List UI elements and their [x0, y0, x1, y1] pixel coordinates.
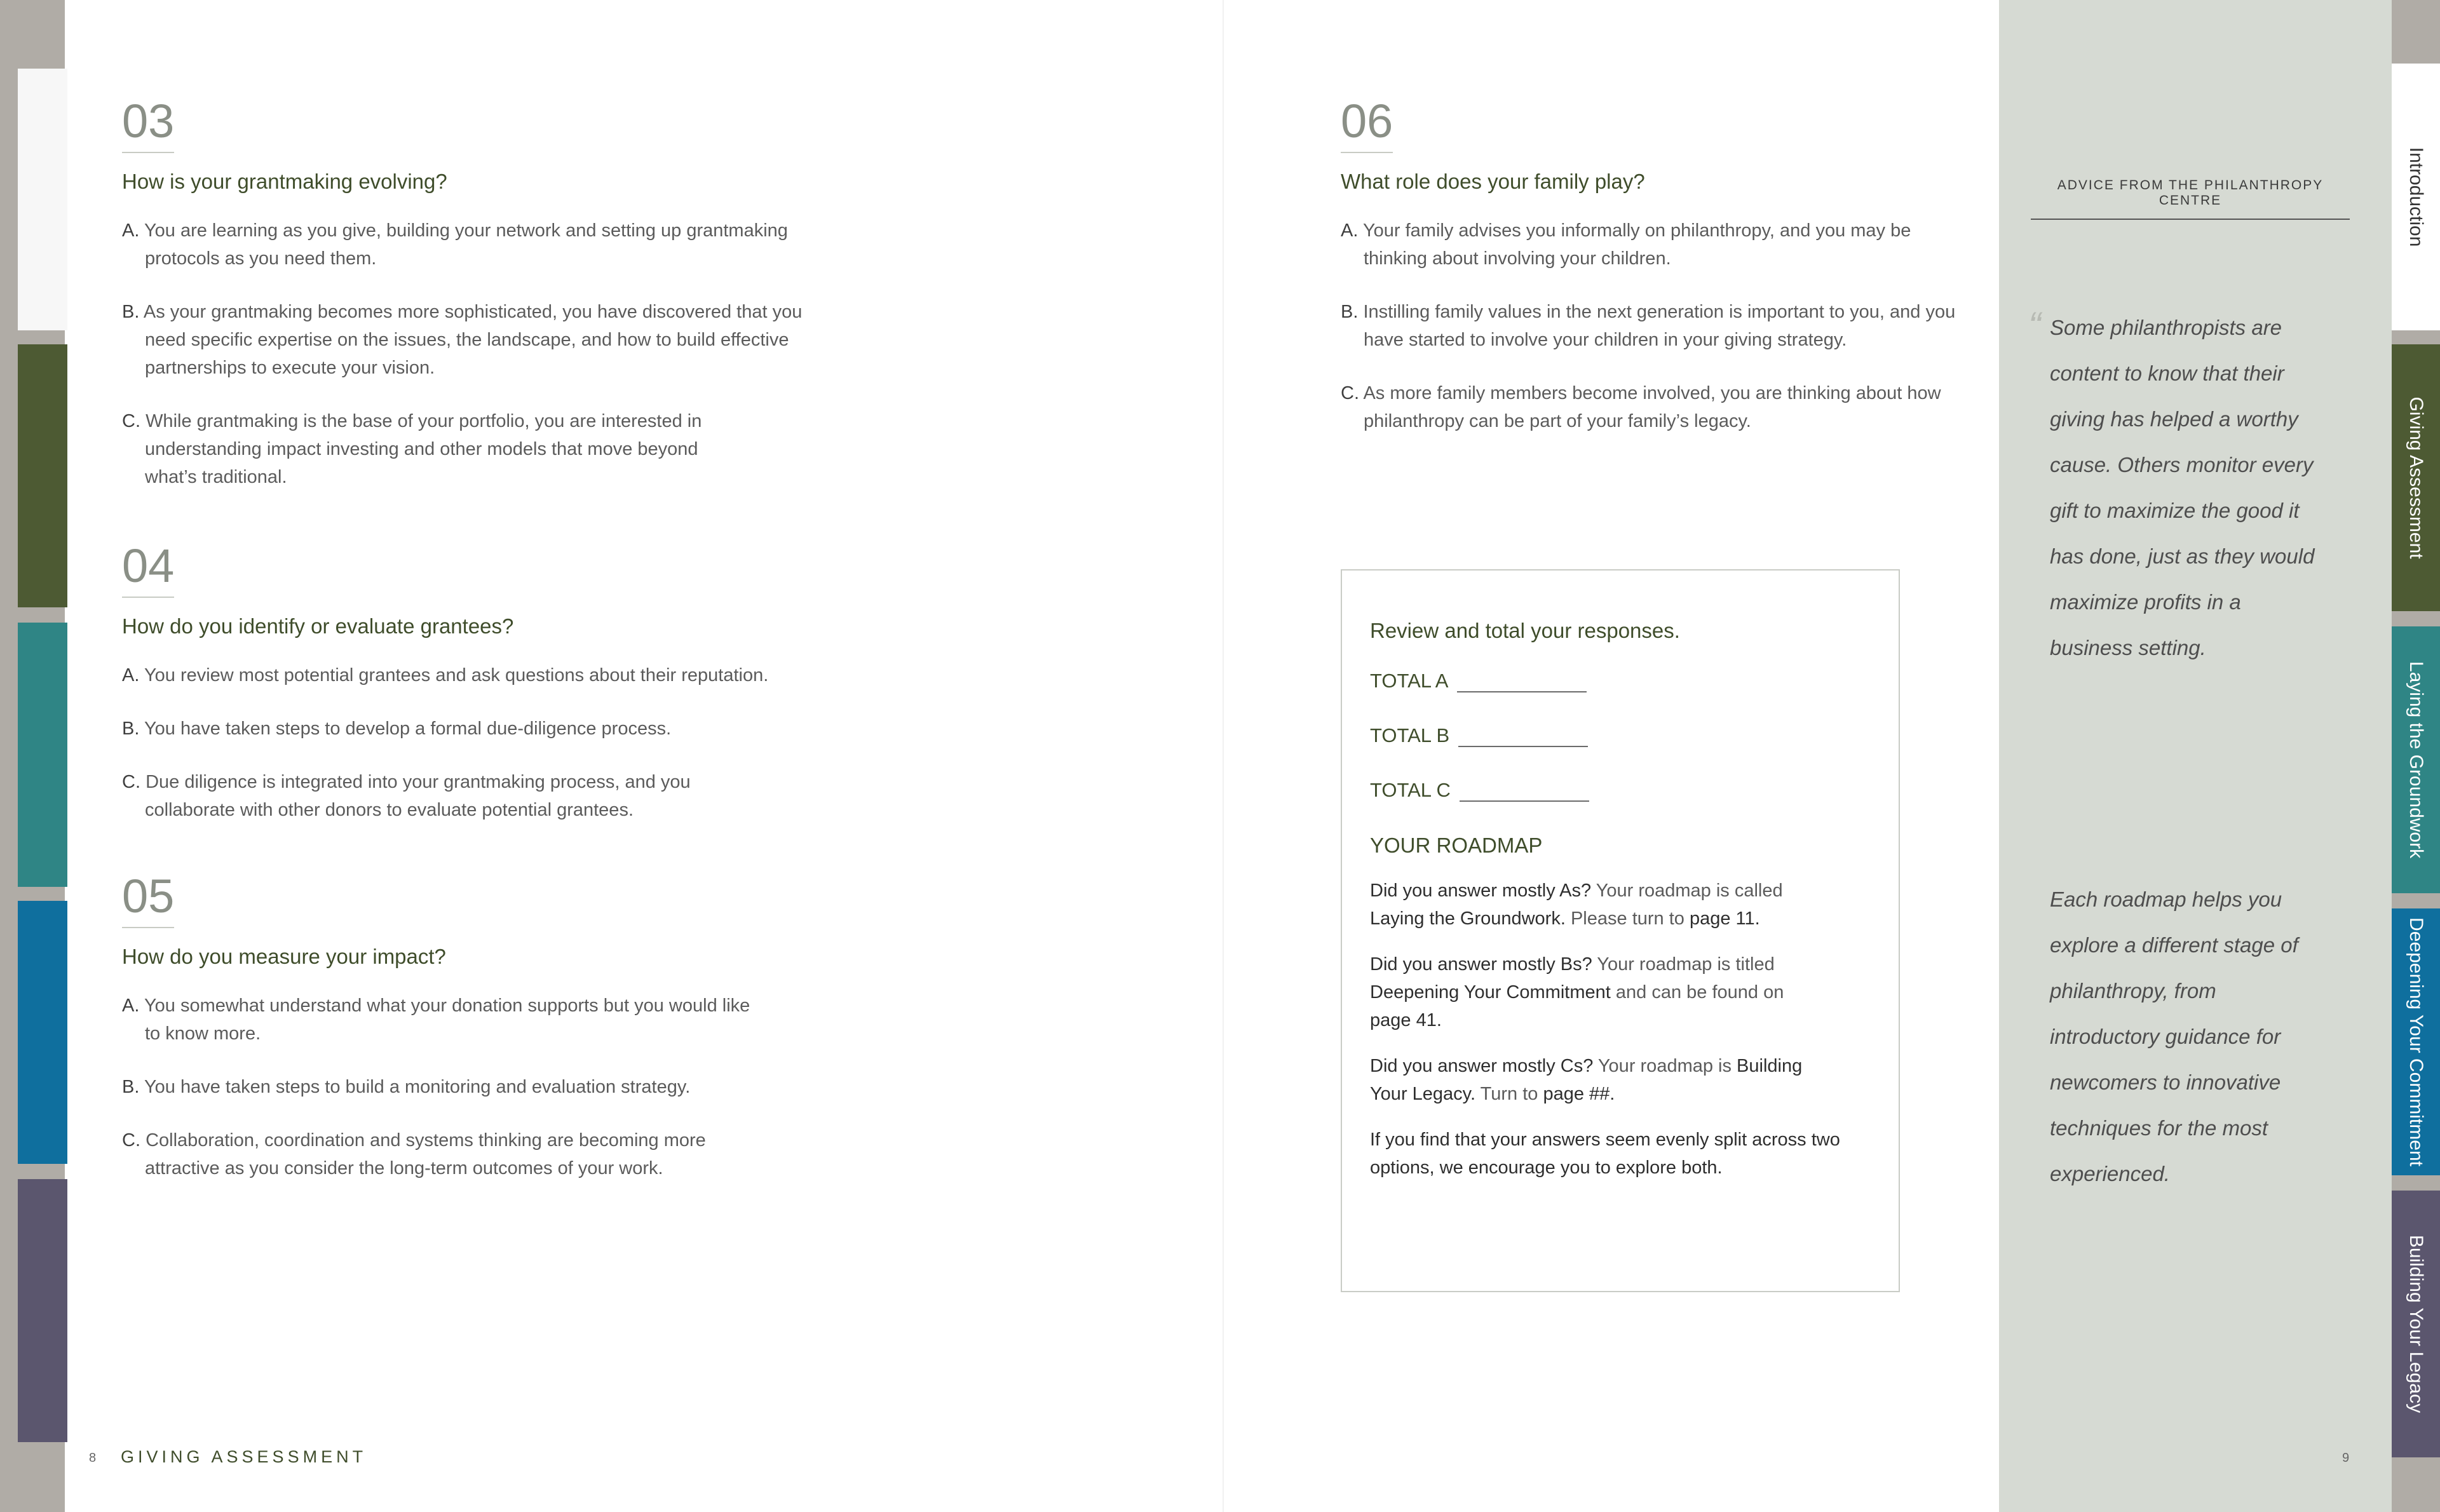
- option-text: Instilling family values in the next generation is important to you, and you have started to involve your children in your giving strategy.: [1363, 302, 1956, 351]
- question-title: What role does your family play?: [1341, 170, 1645, 194]
- option-b: [1341, 298, 1963, 354]
- roadmap-page-link[interactable]: page ##.: [1543, 1084, 1615, 1104]
- option-text: Due diligence is integrated into your grantmaking process, and you collaborate with other donors to evaluate potential grantees.: [145, 772, 691, 821]
- roadmap-text: Your roadmap is: [1593, 1056, 1737, 1076]
- roadmap-question: Did you answer mostly Cs?: [1370, 1056, 1594, 1076]
- option-text: You are learning as you give, building your network and setting up grantmaking protocols as you need them.: [144, 220, 788, 269]
- roadmap-title: YOUR ROADMAP: [1370, 834, 1543, 857]
- option-b: [122, 1073, 821, 1101]
- total-a: [1370, 670, 1878, 692]
- total-label: TOTAL B: [1370, 724, 1450, 746]
- tab-building-your-legacy[interactable]: [2392, 1191, 2440, 1457]
- tab-deepening-your-commitment-label: Deepening Your Commitment: [2406, 917, 2427, 1166]
- roadmap-name: Laying the Groundwork.: [1370, 908, 1566, 929]
- advice-sidebar: [1999, 0, 2392, 1512]
- review-box: [1341, 569, 1900, 1292]
- tab-giving-assessment-label: Giving Assessment: [2406, 396, 2427, 559]
- option-letter: C.: [122, 1130, 140, 1151]
- option-text: As your grantmaking becomes more sophisticated, you have discovered that you need specific expertise on the issues, the landscape, and how to build effective partnerships to execute your vision.: [143, 302, 803, 379]
- question-title: How do you measure your impact?: [122, 945, 446, 969]
- question-05: [122, 870, 821, 1208]
- question-number: 03: [122, 95, 174, 153]
- roadmap-text: Your roadmap is called: [1591, 881, 1783, 901]
- roadmap-name: Deepening Your Commitment: [1370, 982, 1611, 1002]
- tab-laying-the-groundwork-label: Laying the Groundwork: [2406, 661, 2427, 859]
- total-b-blank[interactable]: [1458, 728, 1588, 747]
- option-b: [122, 298, 821, 382]
- total-label: TOTAL A: [1370, 670, 1449, 692]
- page-gutter: [1223, 0, 1224, 1512]
- total-label: TOTAL C: [1370, 779, 1451, 801]
- option-letter: B.: [122, 1077, 140, 1098]
- roadmap-b: [1370, 950, 1815, 1034]
- roadmap-page-link[interactable]: page 11.: [1689, 908, 1760, 929]
- tab-giving-assessment[interactable]: [2392, 344, 2440, 611]
- quote-mark-icon: “: [2028, 304, 2041, 347]
- tab-introduction-label: Introduction: [2406, 147, 2427, 247]
- option-c: [1341, 379, 1963, 435]
- option-text: Your family advises you informally on philanthropy, and you may be thinking about involving your children.: [1362, 220, 1911, 269]
- option-letter: A.: [122, 220, 140, 241]
- option-letter: C.: [122, 411, 140, 432]
- option-c: [122, 407, 755, 491]
- option-letter: C.: [1341, 383, 1359, 404]
- roadmap-text: Your roadmap is titled: [1592, 954, 1775, 975]
- option-letter: B.: [1341, 302, 1359, 323]
- roadmap-text: and can be found on: [1610, 982, 1784, 1002]
- roadmap-page-link[interactable]: page 41.: [1370, 1010, 1442, 1030]
- option-text: As more family members become involved, you are thinking about how philanthropy can be part of your family’s legacy.: [1363, 383, 1941, 432]
- option-a: [1341, 217, 1963, 273]
- question-06: [1341, 95, 1963, 461]
- roadmap-c: [1370, 1052, 1815, 1108]
- option-b: [122, 715, 821, 743]
- option-c: [122, 1126, 768, 1182]
- question-number: 06: [1341, 95, 1393, 153]
- option-a: [122, 217, 821, 273]
- option-text: You somewhat understand what your donation supports but you would like to know more.: [144, 996, 750, 1044]
- tab-deepening-your-commitment[interactable]: [2392, 908, 2440, 1175]
- option-text: You have taken steps to develop a formal due-diligence process.: [144, 719, 672, 739]
- roadmap-question: Did you answer mostly Bs?: [1370, 954, 1592, 975]
- left-tab-deepening-your-commitment[interactable]: [18, 901, 67, 1164]
- option-text: You have taken steps to build a monitoring and evaluation strategy.: [144, 1077, 691, 1098]
- section-title-footer: GIVING ASSESSMENT: [121, 1447, 367, 1466]
- tab-building-your-legacy-label: Building Your Legacy: [2406, 1234, 2427, 1414]
- question-title: How is your grantmaking evolving?: [122, 170, 447, 194]
- tab-introduction[interactable]: [2392, 64, 2440, 330]
- option-a: [122, 661, 821, 689]
- option-c: [122, 768, 755, 824]
- sidebar-quote-2: Each roadmap helps you explore a different stage of philanthropy, from introductory guidance for newcomers to innovative techniques for the most experienced.: [2050, 888, 2298, 1185]
- roadmap-text: Turn to: [1475, 1084, 1543, 1104]
- page-number-left: 8: [89, 1451, 97, 1465]
- option-letter: B.: [122, 719, 140, 739]
- question-03: [122, 95, 821, 516]
- option-text: You review most potential grantees and ask questions about their reputation.: [144, 665, 769, 686]
- review-title: Review and total your responses.: [1370, 619, 1680, 642]
- option-a: [122, 992, 768, 1048]
- page-number-right: 9: [2342, 1451, 2350, 1465]
- sidebar-quote-1: Some philanthropists are content to know that their giving has helped a worthy cause. Others monitor every gift to maximize the good it has done, just as they would maximize profits in a business setting.: [2050, 316, 2315, 659]
- roadmap-question: Did you answer mostly As?: [1370, 881, 1592, 901]
- total-b: [1370, 724, 1878, 747]
- question-title: How do you identify or evaluate grantees?: [122, 614, 514, 638]
- option-letter: A.: [122, 665, 140, 686]
- left-tab-building-your-legacy[interactable]: [18, 1179, 67, 1442]
- roadmap-closing: If you find that your answers seem evenly split across two options, we encourage you to explore both.: [1370, 1130, 1840, 1178]
- question-number: 05: [122, 870, 174, 928]
- total-a-blank[interactable]: [1457, 673, 1587, 692]
- question-04: [122, 540, 821, 849]
- left-tab-giving-assessment[interactable]: [18, 344, 67, 607]
- total-c-blank[interactable]: [1460, 783, 1589, 802]
- option-letter: C.: [122, 772, 140, 793]
- option-text: Collaboration, coordination and systems thinking are becoming more attractive as you consider the long-term outcomes of your work.: [145, 1130, 706, 1179]
- option-text: While grantmaking is the base of your portfolio, you are interested in understanding impact investing and other models that move beyond what’s traditional.: [145, 411, 702, 488]
- roadmap-a: [1370, 877, 1815, 933]
- left-tab-introduction[interactable]: [18, 69, 67, 330]
- advice-label: ADVICE FROM THE PHILANTHROPY CENTRE: [2031, 178, 2350, 220]
- total-c: [1370, 779, 1878, 802]
- tab-laying-the-groundwork[interactable]: [2392, 626, 2440, 893]
- option-letter: B.: [122, 302, 140, 323]
- left-tab-laying-the-groundwork[interactable]: [18, 623, 67, 887]
- option-letter: A.: [1341, 220, 1359, 241]
- option-letter: A.: [122, 996, 140, 1016]
- question-number: 04: [122, 540, 174, 598]
- roadmap-name: Building Your Legacy.: [1370, 1056, 1803, 1104]
- roadmap-text: Please turn to: [1565, 908, 1690, 929]
